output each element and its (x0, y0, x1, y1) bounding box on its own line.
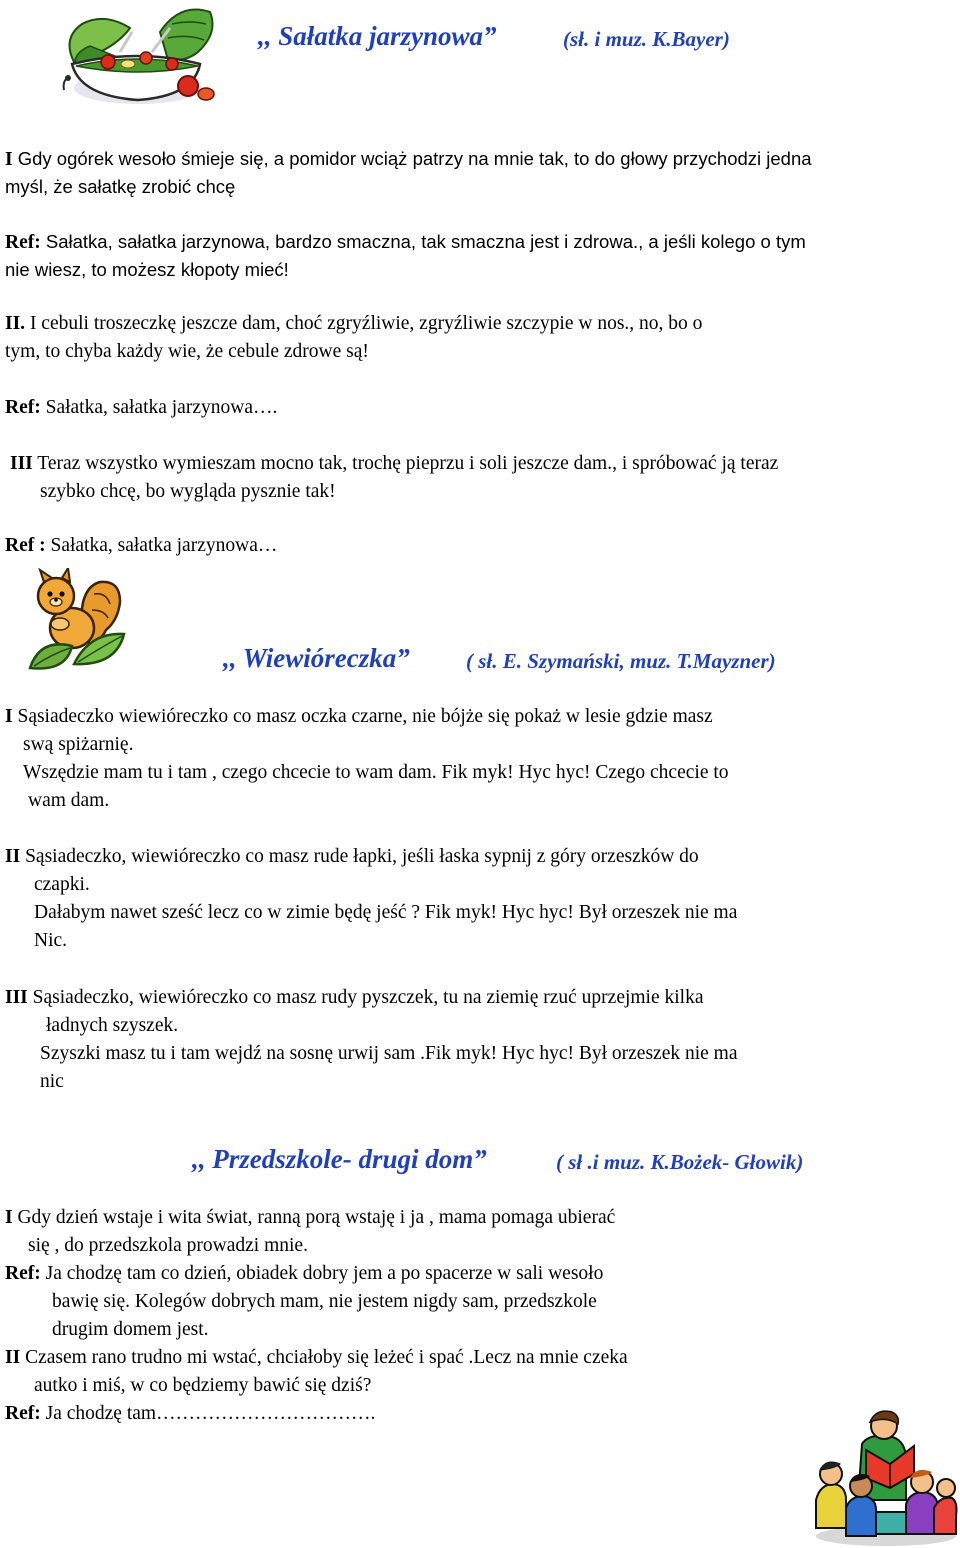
salatka-refrain-2 (5, 394, 277, 422)
refrain-marker: Ref: (5, 232, 41, 253)
salatka-refrain-line-2: nie wiesz, to możesz kłopoty mieć! (5, 259, 289, 280)
przedszkole-credits: ( sł .i muz. K.Bożek- Głowik) (556, 1150, 804, 1174)
refrain-text: Sałatka, sałatka jarzynowa, bardzo smaczna, tak smaczna jest i zdrowa., a jeśli kolego o tym (40, 231, 806, 252)
salatka-credits: (sł. i muz. K.Bayer) (563, 27, 730, 51)
refrain-text: Sałatka, sałatka jarzynowa…. (40, 397, 278, 418)
wiewioreczka-verse-1-line-2: swą spiżarnię. (23, 734, 134, 755)
wiewioreczka-verse-2-line-4: Nic. (34, 930, 68, 951)
przedszkole-refrain-line-3: drugim domem jest. (52, 1319, 209, 1340)
refrain-marker: Ref: (5, 1403, 41, 1424)
refrain-marker: Ref : (5, 535, 46, 556)
salatka-verse-3 (10, 450, 778, 478)
przedszkole-verse-2 (5, 1344, 628, 1372)
przedszkole-refrain-2 (5, 1400, 375, 1428)
verse-marker: I (5, 149, 13, 170)
wiewioreczka-verse-3-line-4: nic (40, 1071, 64, 1092)
verse-text: I cebuli troszeczkę jeszcze dam, choć zgryźliwie, zgryźliwie szczypie w nos., no, bo o (25, 313, 703, 334)
wiewioreczka-title: ,, Wiewióreczka” (223, 643, 410, 673)
salatka-title: ,, Sałatka jarzynowa” (258, 21, 497, 51)
verse-text: Gdy ogórek wesoło śmieje się, a pomidor wciąż patrzy na mnie tak, to do głowy przychodzi jedna (12, 148, 812, 169)
refrain-text: Sałatka, sałatka jarzynowa… (45, 535, 278, 556)
wiewioreczka-verse-2-line-2: czapki. (34, 874, 90, 895)
verse-marker: II. (5, 313, 26, 334)
wiewioreczka-verse-2-line-3: Dałabym nawet sześć lecz co w zimie będę jeść ? Fik myk! Hyc hyc! Był orzeszek nie ma (34, 902, 738, 923)
verse-marker: I (5, 706, 13, 727)
verse-text: Gdy dzień wstaje i wita świat, ranną porą wstaję i ja , mama pomaga ubierać (12, 1207, 616, 1228)
wiewioreczka-verse-3-line-3: Szyszki masz tu i tam wejdź na sosnę urwij sam .Fik myk! Hyc hyc! Był orzeszek nie ma (40, 1043, 738, 1064)
wiewioreczka-verse-3 (5, 984, 704, 1012)
przedszkole-refrain (5, 1260, 603, 1288)
verse-text: Sąsiadeczko, wiewióreczko co masz rudy pyszczek, tu na ziemię rzuć uprzejmie kilka (27, 987, 704, 1008)
wiewioreczka-verse-1 (5, 703, 713, 731)
przedszkole-verse-2-line-2: autko i miś, w co będziemy bawić się dziś? (34, 1375, 372, 1396)
verse-marker: II (5, 1347, 21, 1368)
salad-bowl-icon (60, 2, 220, 110)
refrain-text: Ja chodzę tam……………………………. (40, 1403, 376, 1424)
verse-marker: III (5, 987, 28, 1008)
wiewioreczka-credits: ( sł. E. Szymański, muz. T.Mayzner) (466, 649, 776, 673)
verse-text: Czasem rano trudno mi wstać, chciałoby się leżeć i spać .Lecz na mnie czeka (20, 1347, 628, 1368)
verse-text: Sąsiadeczko wiewióreczko co masz oczka czarne, nie bójże się pokaż w lesie gdzie masz (12, 706, 713, 727)
verse-marker: I (5, 1207, 13, 1228)
salatka-verse-1-line-2: myśl, że sałatkę zrobić chcę (5, 176, 236, 197)
wiewioreczka-verse-3-line-2: ładnych szyszek. (46, 1015, 179, 1036)
salatka-verse-1 (5, 145, 812, 174)
wiewioreczka-verse-1-line-4: wam dam. (28, 790, 110, 811)
verse-text: Teraz wszystko wymieszam mocno tak, trochę pieprzu i soli jeszcze dam., i spróbować ją teraz (32, 453, 779, 474)
children-reading-icon (806, 1404, 960, 1548)
refrain-marker: Ref: (5, 397, 41, 418)
salatka-verse-3-line-2: szybko chcę, bo wygląda pysznie tak! (40, 481, 336, 502)
salatka-verse-2 (5, 310, 702, 338)
salatka-refrain (5, 228, 806, 257)
verse-text: Sąsiadeczko, wiewióreczko co masz rude łapki, jeśli łaska sypnij z góry orzeszków do (20, 846, 699, 867)
przedszkole-verse-1 (5, 1204, 615, 1232)
verse-marker: III (10, 453, 33, 474)
salatka-verse-2-line-2: tym, to chyba każdy wie, że cebule zdrowe są! (5, 341, 369, 362)
salatka-refrain-3 (5, 532, 277, 560)
wiewioreczka-verse-1-line-3: Wszędzie mam tu i tam , czego chcecie to wam dam. Fik myk! Hyc hyc! Czego chcecie to (23, 762, 729, 783)
wiewioreczka-verse-2 (5, 843, 699, 871)
przedszkole-title: ,, Przedszkole- drugi dom” (192, 1144, 487, 1174)
squirrel-icon (20, 568, 132, 682)
przedszkole-refrain-line-2: bawię się. Kolegów dobrych mam, nie jestem nigdy sam, przedszkole (52, 1291, 597, 1312)
przedszkole-verse-1-line-2: się , do przedszkola prowadzi mnie. (28, 1235, 308, 1256)
refrain-text: Ja chodzę tam co dzień, obiadek dobry jem a po spacerze w sali wesoło (40, 1263, 604, 1284)
verse-marker: II (5, 846, 21, 867)
refrain-marker: Ref: (5, 1263, 41, 1284)
